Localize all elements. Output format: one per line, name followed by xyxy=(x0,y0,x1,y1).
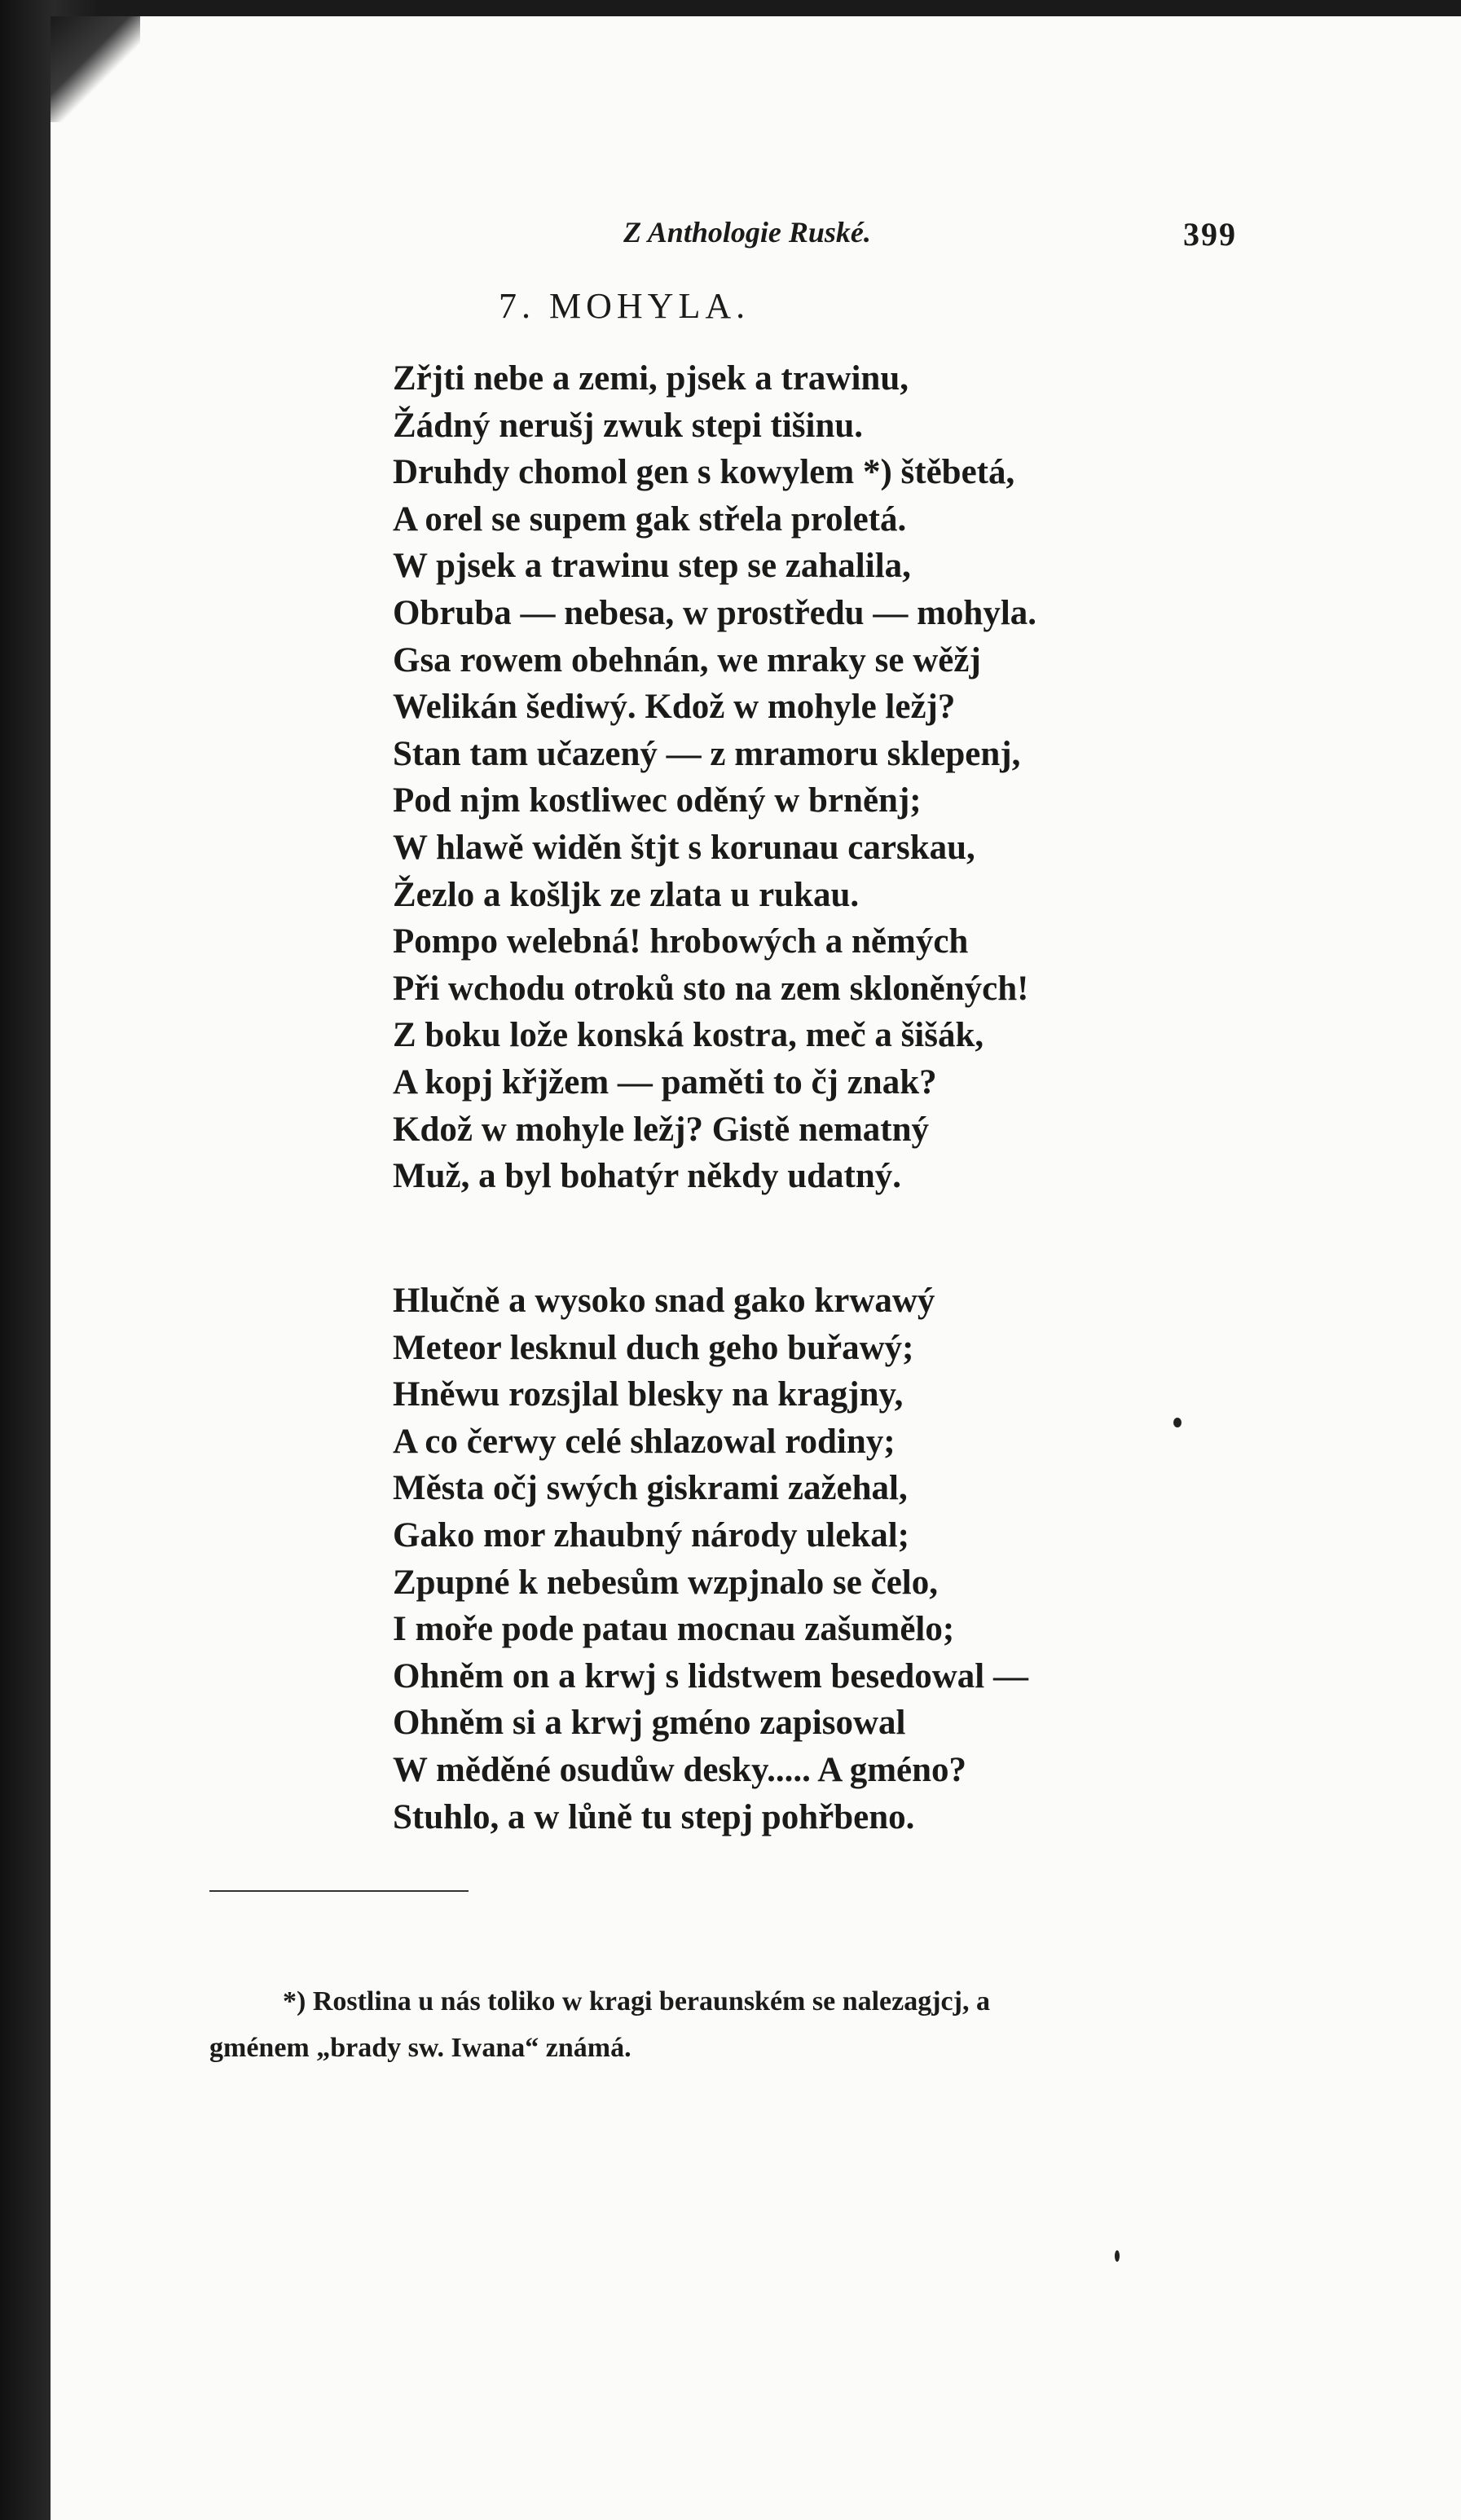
poem-line: Pompo welebná! hrobowých a němých xyxy=(393,922,969,961)
footnote-line: gménem „brady sw. Iwana“ známá. xyxy=(209,2033,631,2063)
poem-line: Hlučně a wysoko snad gako krwawý xyxy=(393,1282,935,1320)
poem-line: Pod njm kostliwec oděný w brněnj; xyxy=(393,781,922,820)
footnote xyxy=(209,1978,1301,2071)
footnote-line: *) Rostlina u nás toliko w kragi beraunském se nalezagjcj, a xyxy=(283,1986,990,2016)
poem-line: Gsa rowem obehnán, we mraky se wěžj xyxy=(393,640,981,679)
page-number: 399 xyxy=(1183,216,1237,253)
poem-line: Muž, a byl bohatýr někdy udatný. xyxy=(393,1157,902,1196)
running-title: Z Anthologie Ruské. xyxy=(623,216,871,248)
ink-speck xyxy=(1115,2250,1120,2262)
footnote-divider xyxy=(209,1890,469,1892)
poem-line: Při wchodu otroků sto na zem skloněných! xyxy=(393,969,1029,1008)
poem-line: A orel se supem gak střela proletá. xyxy=(393,499,907,539)
stanza-1 xyxy=(393,355,1208,1200)
poem-line: Stuhlo, a w lůně tu stepj pohřbeno. xyxy=(393,1797,915,1836)
poem-line: Z boku lože konská kostra, meč a šišák, xyxy=(393,1016,984,1055)
poem-title: 7. MOHYLA. xyxy=(499,286,750,326)
poem-line: Žádný nerušj zwuk stepi tišinu. xyxy=(393,406,864,445)
poem-line: Zřjti nebe a zemi, pjsek a trawinu, xyxy=(393,359,909,398)
scan-corner-shadow xyxy=(51,16,140,122)
poem-line: A co čerwy celé shlazowal rodiny; xyxy=(393,1422,896,1461)
poem-line: Kdož w mohyle ležj? Gistě nematný xyxy=(393,1110,930,1149)
poem-line: Obruba — nebesa, w prostředu — mohyla. xyxy=(393,593,1037,632)
poem-line: Gako mor zhaubný národy ulekal; xyxy=(393,1515,909,1555)
poem-line: W pjsek a trawinu step se zahalila, xyxy=(393,547,911,586)
poem-line: Města očj swých giskrami zažehal, xyxy=(393,1469,908,1508)
stanza-2 xyxy=(393,1278,1208,1841)
poem-line: Ohněm si a krwj gméno zapisowal xyxy=(393,1704,906,1743)
poem-line: Stan tam učazený — z mramoru sklepenj, xyxy=(393,734,1021,773)
poem-line: W měděné osudůw desky..... A gméno? xyxy=(393,1750,967,1789)
poem-line: A kopj křjžem — paměti to čj znak? xyxy=(393,1062,937,1102)
poem-line: Welikán šediwý. Kdož w mohyle ležj? xyxy=(393,688,956,727)
poem-line: W hlawě widěn štjt s korunau carskau, xyxy=(393,828,975,867)
poem-line: Ohněm on a krwj s lidstwem besedowal — xyxy=(393,1656,1029,1695)
ink-speck xyxy=(1173,1418,1182,1427)
poem-line: Zpupné k nebesům wzpjnalo se čelo, xyxy=(393,1563,938,1602)
poem-line: I moře pode patau mocnau zašumělo; xyxy=(393,1610,955,1649)
poem-line: Druhdy chomol gen s kowylem *) štěbetá, xyxy=(393,453,1015,492)
poem-line: Hněwu rozsjlal blesky na kragjny, xyxy=(393,1375,904,1414)
book-page xyxy=(51,16,1461,2520)
poem-line: Meteor lesknul duch geho buřawý; xyxy=(393,1328,914,1367)
poem-line: Žezlo a košljk ze zlata u rukau. xyxy=(393,875,860,914)
